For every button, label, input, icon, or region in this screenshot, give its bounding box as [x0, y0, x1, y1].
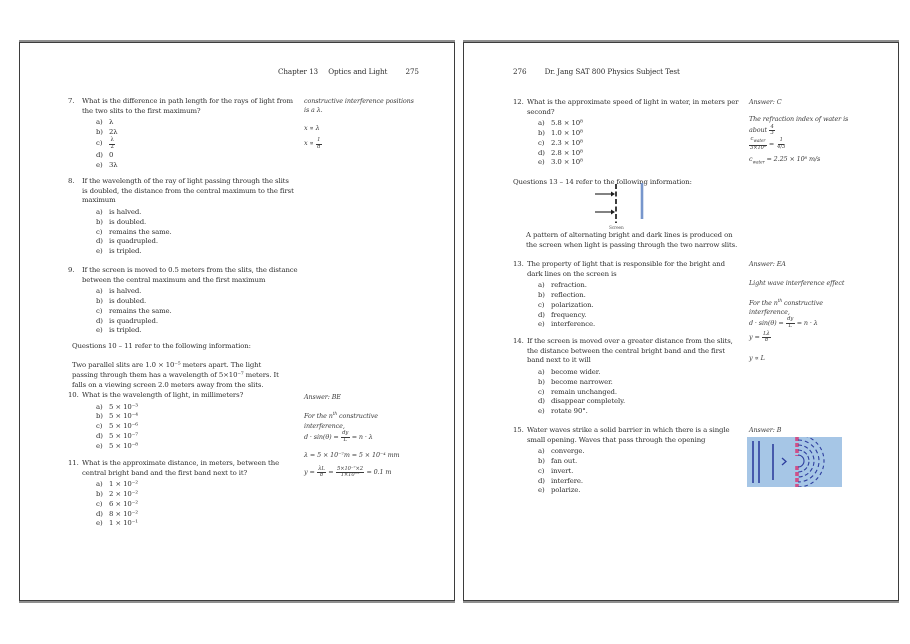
option-c: c) remain unchanged. [538, 387, 617, 396]
question-text: If the wavelength of the ray of light passing through the slits is doubled, the distance from the central maximum to the first maximum [82, 177, 294, 205]
question-10 [68, 391, 243, 451]
lambda-value: λ = 5 × 10⁻⁷m = 5 × 10⁻⁴ mm [304, 451, 400, 460]
info-title: Questions 10 – 11 refer to the following information: [72, 342, 251, 350]
question-number: 7. [68, 97, 75, 105]
option-b: b) is doubled. [96, 297, 147, 306]
interference-note: Light wave interference effect [749, 279, 845, 288]
question-number: 13. [513, 260, 524, 268]
option-e: e) 5 × 10⁻⁸ [96, 441, 138, 450]
proportionality-note: y ∝ L [749, 354, 765, 363]
option-b: b) fan out. [538, 457, 578, 466]
question-number: 15. [513, 426, 524, 434]
constructive-note: For the $n^{th}$ constructive interference, [749, 298, 823, 317]
page-number: 275 [405, 67, 419, 76]
option-c: c) invert. [538, 466, 574, 475]
margin-note-q12 [749, 98, 848, 167]
page-left [19, 42, 455, 601]
question-text: If the screen is moved to 0.5 meters from the slits, the distance between the central maximum and the first maximum [82, 266, 298, 284]
answer-label: Answer: B [749, 426, 782, 434]
speed-ratio-formula: $\frac{c_{water}}{\text{3×10⁸}}$ = $\frac{1}{4/3}$ [750, 136, 786, 151]
question-number: 11. [68, 459, 79, 467]
option-d: d) 0 [96, 150, 114, 159]
option-b: b) become narrower. [538, 377, 613, 386]
option-e: e) 3λ [96, 160, 118, 169]
double-slit-diagram [592, 183, 667, 233]
option-a: a) is halved. [96, 287, 142, 296]
info-title: Questions 13 – 14 refer to the following information: [513, 178, 692, 186]
option-e: e) polarize. [538, 486, 581, 495]
question-14 [513, 337, 733, 417]
question-text: The property of light that is responsible for the bright and dark lines on the screen is [527, 260, 725, 278]
option-d: d) 5 × 10⁻⁷ [96, 431, 138, 440]
option-e: e) is tripled. [96, 246, 142, 255]
formula-x-lambda: x ∝ λ [304, 123, 320, 132]
constructive-note: For the $n^{th}$ constructive interference, [304, 412, 378, 430]
option-c: c) remains the same. [96, 227, 172, 236]
option-b: b) reflection. [538, 291, 586, 300]
option-a: a) become wider. [538, 368, 601, 377]
options-list [538, 119, 738, 168]
option-c: c) 6 × 10⁻² [96, 499, 138, 508]
question-number: 10. [68, 391, 79, 399]
speed-result: $c_{water} = 2.25 \times 10^8$ m/s [749, 154, 821, 165]
question-number: 12. [513, 98, 524, 106]
right-page-header [513, 67, 680, 76]
options-list [538, 447, 729, 496]
option-b: b) is doubled. [96, 217, 147, 226]
grating-formula: d · sin(θ) = $\frac{dy}{L}$ = n · λ [304, 430, 373, 443]
diffraction-diagram [747, 437, 842, 487]
option-e: e) rotate 90°. [538, 406, 588, 415]
margin-note-q13-14 [749, 260, 844, 363]
option-b: b) 1.0 × 10⁸ [538, 129, 583, 138]
option-b: b) 5 × 10⁻⁴ [96, 412, 138, 421]
options-list [96, 118, 293, 170]
option-a: a) 1 × 10⁻² [96, 480, 138, 489]
option-e: e) 3.0 × 10⁸ [538, 158, 583, 167]
margin-note-q7: constructive interference positions is a λ. x ∝ λ x ∝ $\frac{1}{d}$ [304, 97, 414, 150]
info-body: Two parallel slits are 1.0 × 10⁻⁵ meters apart. The light passing through them has a wavelength of 5×10⁻⁷ meters. It falls on a viewing screen 2.0 meters away from the slits. [72, 361, 279, 389]
option-a: a) 5 × 10⁻³ [96, 402, 138, 411]
option-a: a) refraction. [538, 281, 587, 290]
option-d: d) frequency. [538, 310, 587, 319]
option-c: c) 5 × 10⁻⁶ [96, 422, 138, 431]
question-text: What is the approximate distance, in meters, between the central bright band and the first band next to it? [82, 459, 280, 477]
options-list [538, 368, 733, 417]
option-d: d) 2.8 × 10⁸ [538, 148, 583, 157]
option-e: e) is tripled. [96, 326, 142, 335]
info-block-10-11 [72, 342, 279, 391]
question-number: 8. [68, 177, 75, 185]
question-text: Water waves strike a solid barrier in which there is a single small opening. Waves that pass through the opening [527, 426, 730, 444]
question-11 [68, 459, 279, 529]
options-list [96, 403, 243, 452]
option-d: d) interfere. [538, 476, 583, 485]
option-b: b) 2 × 10⁻² [96, 490, 138, 499]
y-formula: y = $\frac{\lambda L}{d}$ = $\frac{\text{5×10⁻⁷×2}}{\text{1×10⁻⁵}}$ = 0.1 m [304, 465, 392, 479]
option-a: a) λ [96, 118, 114, 127]
option-a: a) is halved. [96, 208, 142, 217]
option-d: d) disappear completely. [538, 397, 626, 406]
answer-label: Answer: BE [304, 393, 341, 401]
option-e: e) interference. [538, 320, 596, 329]
page-number: 276 [513, 67, 527, 76]
option-c: c) remains the same. [96, 306, 172, 315]
option-c: c) polarization. [538, 300, 594, 309]
chapter-title: Optics and Light [328, 67, 388, 76]
question-text: What is the approximate speed of light in water, in meters per second? [527, 98, 739, 116]
incident-arrow-icon [595, 210, 615, 215]
options-list [96, 208, 294, 257]
question-8 [68, 177, 294, 257]
options-list [96, 287, 298, 336]
formula-x-inverse-d: x ∝ $\frac{1}{d}$ [304, 136, 321, 150]
answer-label: Answer: C [749, 98, 782, 106]
grating-formula: d · sin(θ) = $\frac{dy}{L}$ = n · λ [749, 316, 818, 330]
question-9 [68, 266, 298, 336]
question-text: If the screen is moved over a greater distance from the slits, the distance between the central bright band and the first band next to it will [527, 337, 733, 365]
question-13 [513, 260, 725, 330]
chapter-number: Chapter 13 [278, 67, 319, 76]
option-d: d) 8 × 10⁻² [96, 509, 138, 518]
option-d: d) is quadrupled. [96, 237, 158, 246]
screen-label: Screen [609, 226, 624, 231]
option-b: b) 2λ [96, 128, 118, 137]
question-number: 14. [513, 337, 524, 345]
option-c: c) $\frac{\lambda}{2}$ [96, 137, 114, 150]
question-12 [513, 98, 738, 168]
options-list [538, 281, 725, 330]
question-7 [68, 97, 293, 170]
left-page-header [278, 67, 419, 76]
question-number: 9. [68, 266, 75, 274]
question-text: What is the difference in path length for the rays of light from the two slits to the first maximum? [82, 97, 293, 115]
options-list [96, 480, 279, 529]
option-e: e) 1 × 10⁻¹ [96, 519, 138, 528]
margin-note-q10-11 [304, 393, 400, 479]
y-formula: y = $\frac{L\lambda}{d}$ [749, 330, 770, 344]
option-c: c) 2.3 × 10⁸ [538, 138, 583, 147]
question-15 [513, 426, 729, 496]
info-body-13-14: A pattern of alternating bright and dark lines is produced on the screen when light is passing through the two narrow slits. [526, 231, 738, 249]
fraction: $\frac{\lambda}{2}$ [110, 137, 114, 150]
refraction-note: The refraction index of water is [749, 115, 849, 124]
page-right [463, 42, 899, 601]
option-a: a) converge. [538, 447, 585, 456]
answer-label: Answer: EA [749, 260, 786, 268]
option-d: d) is quadrupled. [96, 316, 158, 325]
book-title: Dr. Jang SAT 800 Physics Subject Test [544, 67, 680, 76]
option-a: a) 5.8 × 10⁸ [538, 119, 583, 128]
question-text: What is the wavelength of light, in millimeters? [82, 391, 244, 399]
diagram-background [747, 437, 842, 487]
margin-note-q15 [749, 426, 781, 435]
refraction-ratio: about $\frac{4}{3}$ [749, 123, 774, 137]
incident-arrow-icon [595, 192, 615, 197]
